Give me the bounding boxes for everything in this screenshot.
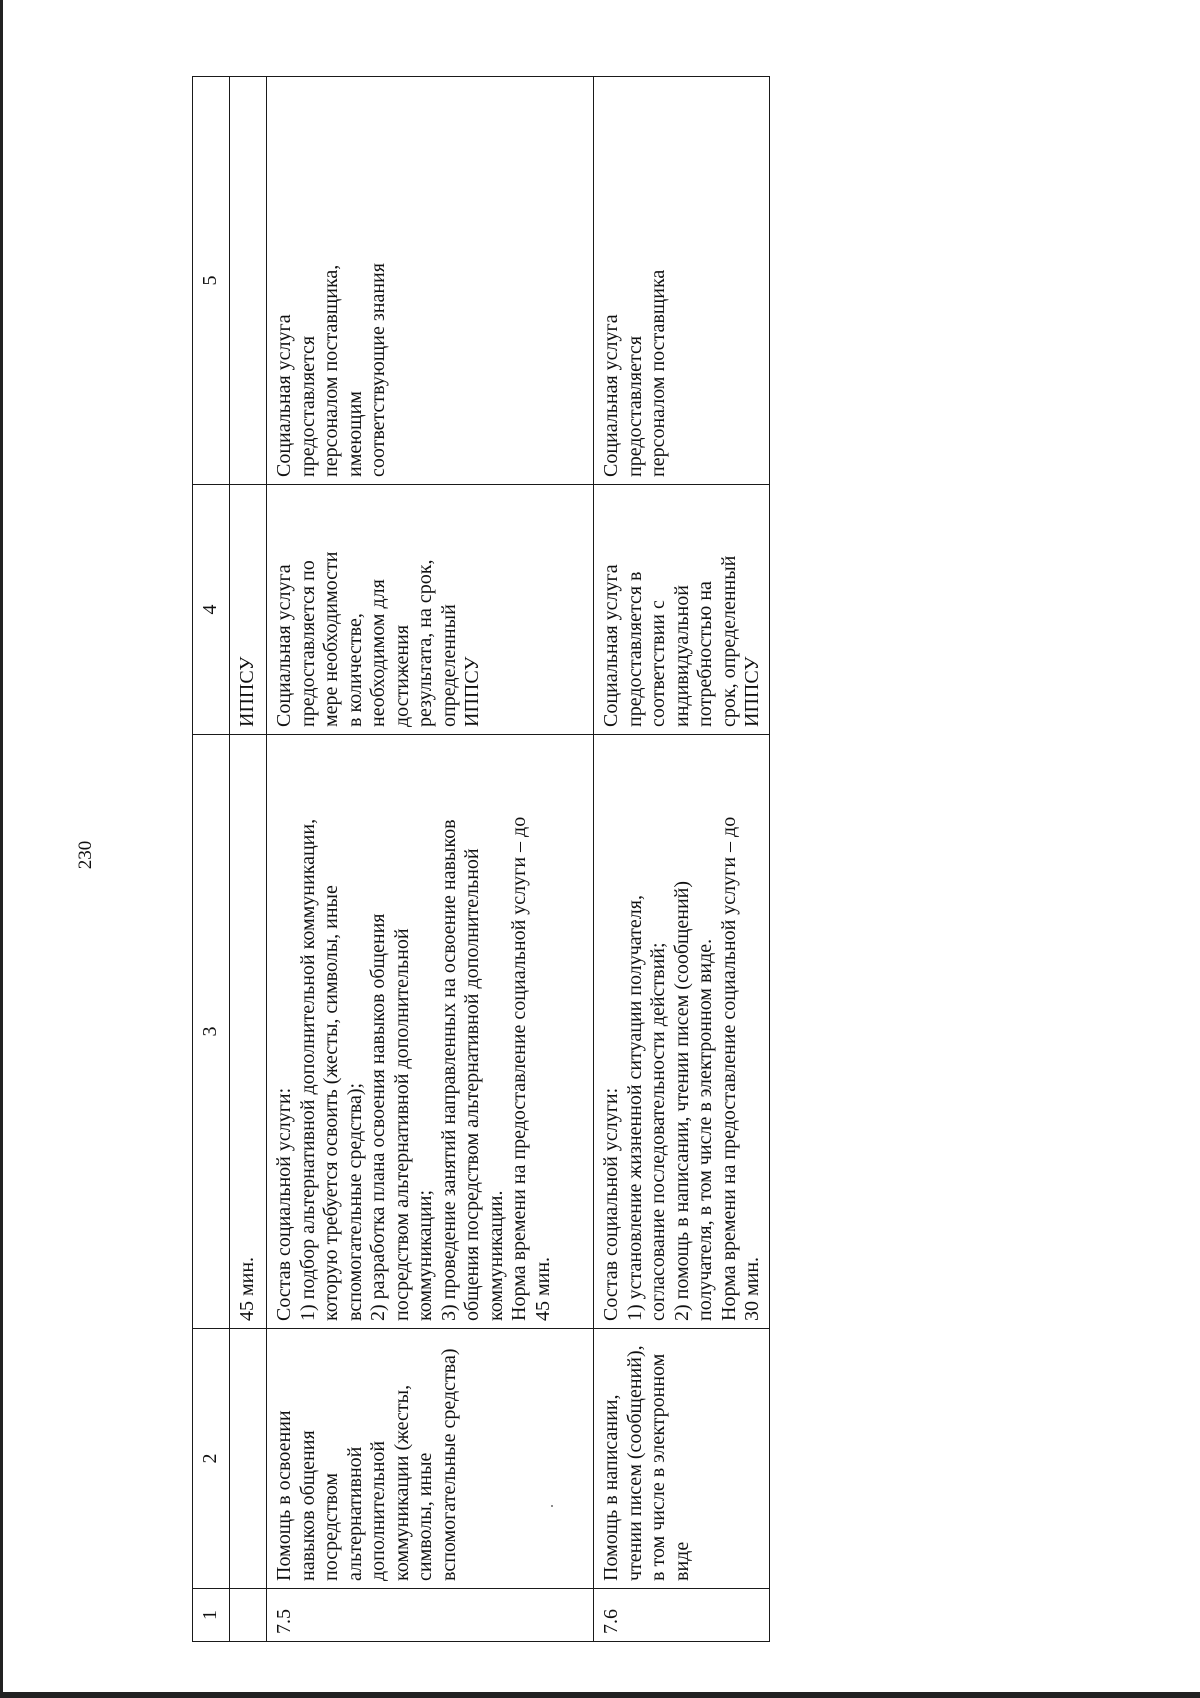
text-line: коммуникации. (484, 1190, 507, 1321)
text-line: имеющим (343, 391, 366, 477)
scan-edge-left (0, 0, 3, 1698)
continuation-ippsu: ИППСУ (230, 485, 267, 735)
text-line: которую требуется освоить (жесты, символы, иные (320, 885, 342, 1321)
service-number: 7.5 (267, 1589, 594, 1642)
service-conditions (594, 485, 770, 735)
text-line: 1) установление жизненной ситуации получателя, (623, 895, 646, 1321)
rotated-page (72, 71, 1101, 1642)
text-line: персоналом поставщика, (320, 264, 342, 477)
text-line: предоставляется (623, 335, 646, 477)
text-line: Состав социальной услуги: (600, 1087, 622, 1321)
cell-empty (230, 1329, 267, 1589)
text-line: предоставляется по (296, 560, 319, 727)
text-line: необходимом для (367, 579, 389, 727)
column-number: 2 (193, 1329, 230, 1589)
text-line: 2) разработка плана освоения навыков общения (367, 913, 389, 1321)
text-line: результата, на срок, (414, 559, 436, 727)
text-line: предоставляется (296, 335, 319, 477)
service-number: 7.6 (594, 1589, 770, 1642)
text-line: дополнительной (367, 1440, 389, 1581)
text-line: персоналом поставщика (647, 269, 669, 477)
text-line: символы, иные (414, 1452, 436, 1581)
text-line: в количестве, (343, 613, 366, 727)
text-line: 45 мин. (531, 1256, 554, 1321)
service-name (267, 1329, 594, 1589)
text-line: вспомогательные средства); (343, 1082, 366, 1321)
text-line: посредством (320, 1472, 342, 1581)
cell-empty (230, 1589, 267, 1642)
column-number-row (193, 77, 230, 1642)
column-number: 5 (193, 77, 230, 485)
text-line: индивидуальной (670, 585, 693, 727)
table-row (267, 77, 594, 1642)
text-line: потребностью на (694, 581, 716, 727)
scan-edge-bottom (0, 1692, 1200, 1698)
text-line: ИППСУ (741, 656, 763, 727)
text-line: Норма времени на предоставление социальной услуги – до (508, 816, 530, 1321)
text-line: Социальная услуга (600, 564, 622, 727)
text-line: в том числе в электронном (647, 1353, 669, 1581)
services-table (192, 76, 770, 1642)
text-line: вспомогательные средства) (437, 1348, 460, 1581)
service-description (267, 735, 594, 1329)
text-line: 3) проведение занятий направленных на освоение навыков (437, 819, 460, 1321)
text-line: достижения (390, 624, 413, 727)
text-line: соответствии с (647, 600, 669, 727)
text-line: соответствующие знания (367, 263, 389, 477)
text-line: согласование последовательности действий; (647, 942, 669, 1321)
cell-empty (230, 77, 267, 485)
table-row (594, 77, 770, 1642)
service-conditions (267, 485, 594, 735)
text-line: Помощь в написании, (600, 1394, 622, 1581)
text-line: определенный (437, 604, 460, 727)
text-line: ИППСУ (461, 656, 483, 727)
text-line: Помощь в освоении (273, 1410, 295, 1581)
text-line: 2) помощь в написании, чтении писем (сообщений) (670, 880, 693, 1321)
text-line: общения посредством альтернативной дополнительной (461, 848, 483, 1321)
text-line: посредством альтернативной дополнительной (390, 928, 413, 1321)
text-line: коммуникации (жесты, (390, 1384, 413, 1581)
text-line: мере необходимости (320, 551, 342, 727)
service-description (594, 735, 770, 1329)
text-line: срок, определенный (717, 555, 740, 727)
text-line: чтении писем (сообщений), (623, 1345, 646, 1581)
text-line: 1) подбор альтернативной дополнительной коммуникации, (296, 818, 319, 1321)
text-line: коммуникации; (414, 1190, 436, 1321)
text-line: получателя, в том числе в электронном виде. (694, 938, 716, 1321)
column-number: 3 (193, 735, 230, 1329)
continuation-time: 45 мин. (230, 735, 267, 1329)
text-line: Социальная услуга (273, 564, 295, 727)
text-line: навыков общения (296, 1430, 319, 1581)
service-requirements (267, 77, 594, 485)
column-number: 1 (193, 1589, 230, 1642)
continuation-row (230, 77, 267, 1642)
service-name (594, 1329, 770, 1589)
text-line: Норма времени на предоставление социальной услуги – до (717, 816, 740, 1321)
column-number: 4 (193, 485, 230, 735)
text-line: альтернативной (343, 1446, 366, 1581)
text-line: Социальная услуга (600, 314, 622, 477)
text-line: Социальная услуга (273, 314, 295, 477)
text-line: 30 мин. (741, 1256, 763, 1321)
text-line: виде (670, 1541, 693, 1581)
text-line: предоставляется в (623, 571, 646, 727)
page-number: 230 (75, 840, 96, 870)
service-requirements (594, 77, 770, 485)
text-line: Состав социальной услуги: (273, 1087, 295, 1321)
